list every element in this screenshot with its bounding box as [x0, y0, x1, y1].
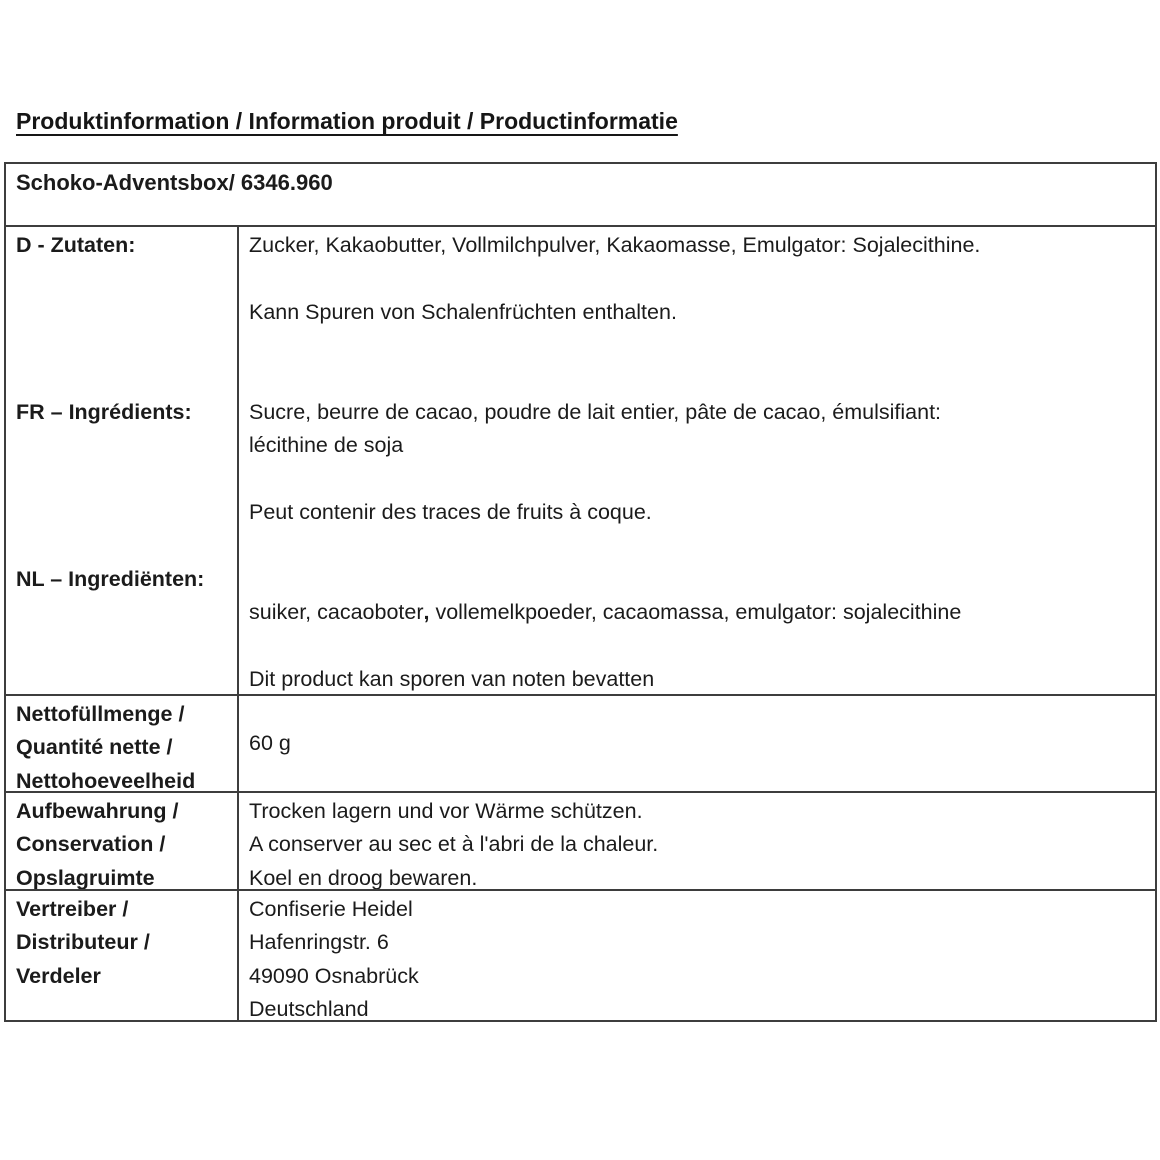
storage-text-fr: A conserver au sec et à l'abri de la chaleur. [249, 832, 659, 857]
storage-label-nl: Opslagruimte [16, 865, 155, 889]
distributor-name: Confiserie Heidel [249, 897, 413, 921]
blank-line [249, 563, 1147, 596]
storage-label-fr: Conservation / [16, 832, 166, 857]
product-name-cell [6, 164, 1155, 225]
ingredients-fr-text-line1: Sucre, beurre de cacao, poudre de lait entier, pâte de cacao, émulsifiant: [249, 399, 942, 424]
distributor-country: Deutschland [249, 997, 369, 1020]
blank-line [16, 262, 229, 295]
blank-line [249, 630, 1147, 663]
ingredients-de-text: Zucker, Kakaobutter, Vollmilchpulver, Kakaomasse, Emulgator: Sojalecithine. [249, 233, 981, 257]
ingredients-nl-text-part1: suiker, cacaoboter [249, 600, 424, 625]
storage-content-cell [239, 793, 1155, 889]
product-info-table [4, 162, 1157, 1022]
label-nl-ingredienten: NL – Ingrediënten: [16, 566, 205, 591]
distributor-label-nl: Verdeler [16, 963, 101, 988]
net-quantity-value: 60 g [249, 730, 291, 755]
net-quantity-label-nl: Nettohoeveelheid [16, 768, 196, 791]
net-quantity-value-cell [239, 696, 1155, 791]
net-quantity-label-cell [6, 696, 239, 791]
distributor-city: 49090 Osnabrück [249, 963, 419, 988]
distributor-address-cell [239, 891, 1155, 1020]
label-fr-ingredients: FR – Ingrédients: [16, 399, 192, 424]
blank-line [16, 530, 229, 563]
table-row-distributor [6, 889, 1155, 1020]
page-title: Produktinformation / Information produit / Productinformatie [16, 108, 678, 134]
storage-text-nl: Koel en droog bewaren. [249, 865, 478, 889]
storage-label-cell [6, 793, 239, 889]
blank-line [16, 429, 229, 462]
blank-line [249, 262, 1147, 295]
label-de-zutaten: D - Zutaten: [16, 233, 136, 257]
ingredients-label-cell [6, 227, 239, 694]
ingredients-nl-traces: Dit product kan sporen van noten bevatten [249, 667, 655, 692]
table-row-product-name [6, 164, 1155, 225]
net-quantity-label-fr: Quantité nette / [16, 735, 173, 760]
blank-line [249, 363, 1147, 396]
storage-text-de: Trocken lagern und vor Wärme schützen. [249, 799, 643, 823]
ingredients-fr-text-line2: lécithine de soja [249, 433, 404, 458]
blank-line [16, 363, 229, 396]
ingredients-nl-text-part2: vollemelkpoeder, cacaomassa, emulgator: sojalecithine [429, 600, 962, 625]
blank-line [16, 463, 229, 496]
product-name: Schoko-Adventsbox/ 6346.960 [16, 170, 333, 195]
blank-line [249, 530, 1147, 563]
ingredients-fr-traces: Peut contenir des traces de fruits à coque. [249, 500, 652, 525]
blank-line [16, 296, 229, 329]
ingredients-content-cell [239, 227, 1155, 694]
table-row-net-quantity [6, 694, 1155, 791]
storage-label-de: Aufbewahrung / [16, 799, 179, 823]
table-row-ingredients [6, 225, 1155, 694]
distributor-label-de: Vertreiber / [16, 897, 129, 921]
distributor-street: Hafenringstr. 6 [249, 930, 389, 955]
blank-line [249, 329, 1147, 362]
ingredients-de-traces: Kann Spuren von Schalenfrüchten enthalten. [249, 299, 677, 324]
net-quantity-label-de: Nettofüllmenge / [16, 702, 185, 726]
blank-line [249, 463, 1147, 496]
ingredients-nl-bold-comma: , [423, 600, 430, 625]
distributor-label-cell [6, 891, 239, 1020]
ingredients-nl-text [249, 596, 1147, 629]
distributor-label-fr: Distributeur / [16, 930, 150, 955]
table-row-storage [6, 791, 1155, 889]
blank-line [16, 329, 229, 362]
blank-line [16, 496, 229, 529]
